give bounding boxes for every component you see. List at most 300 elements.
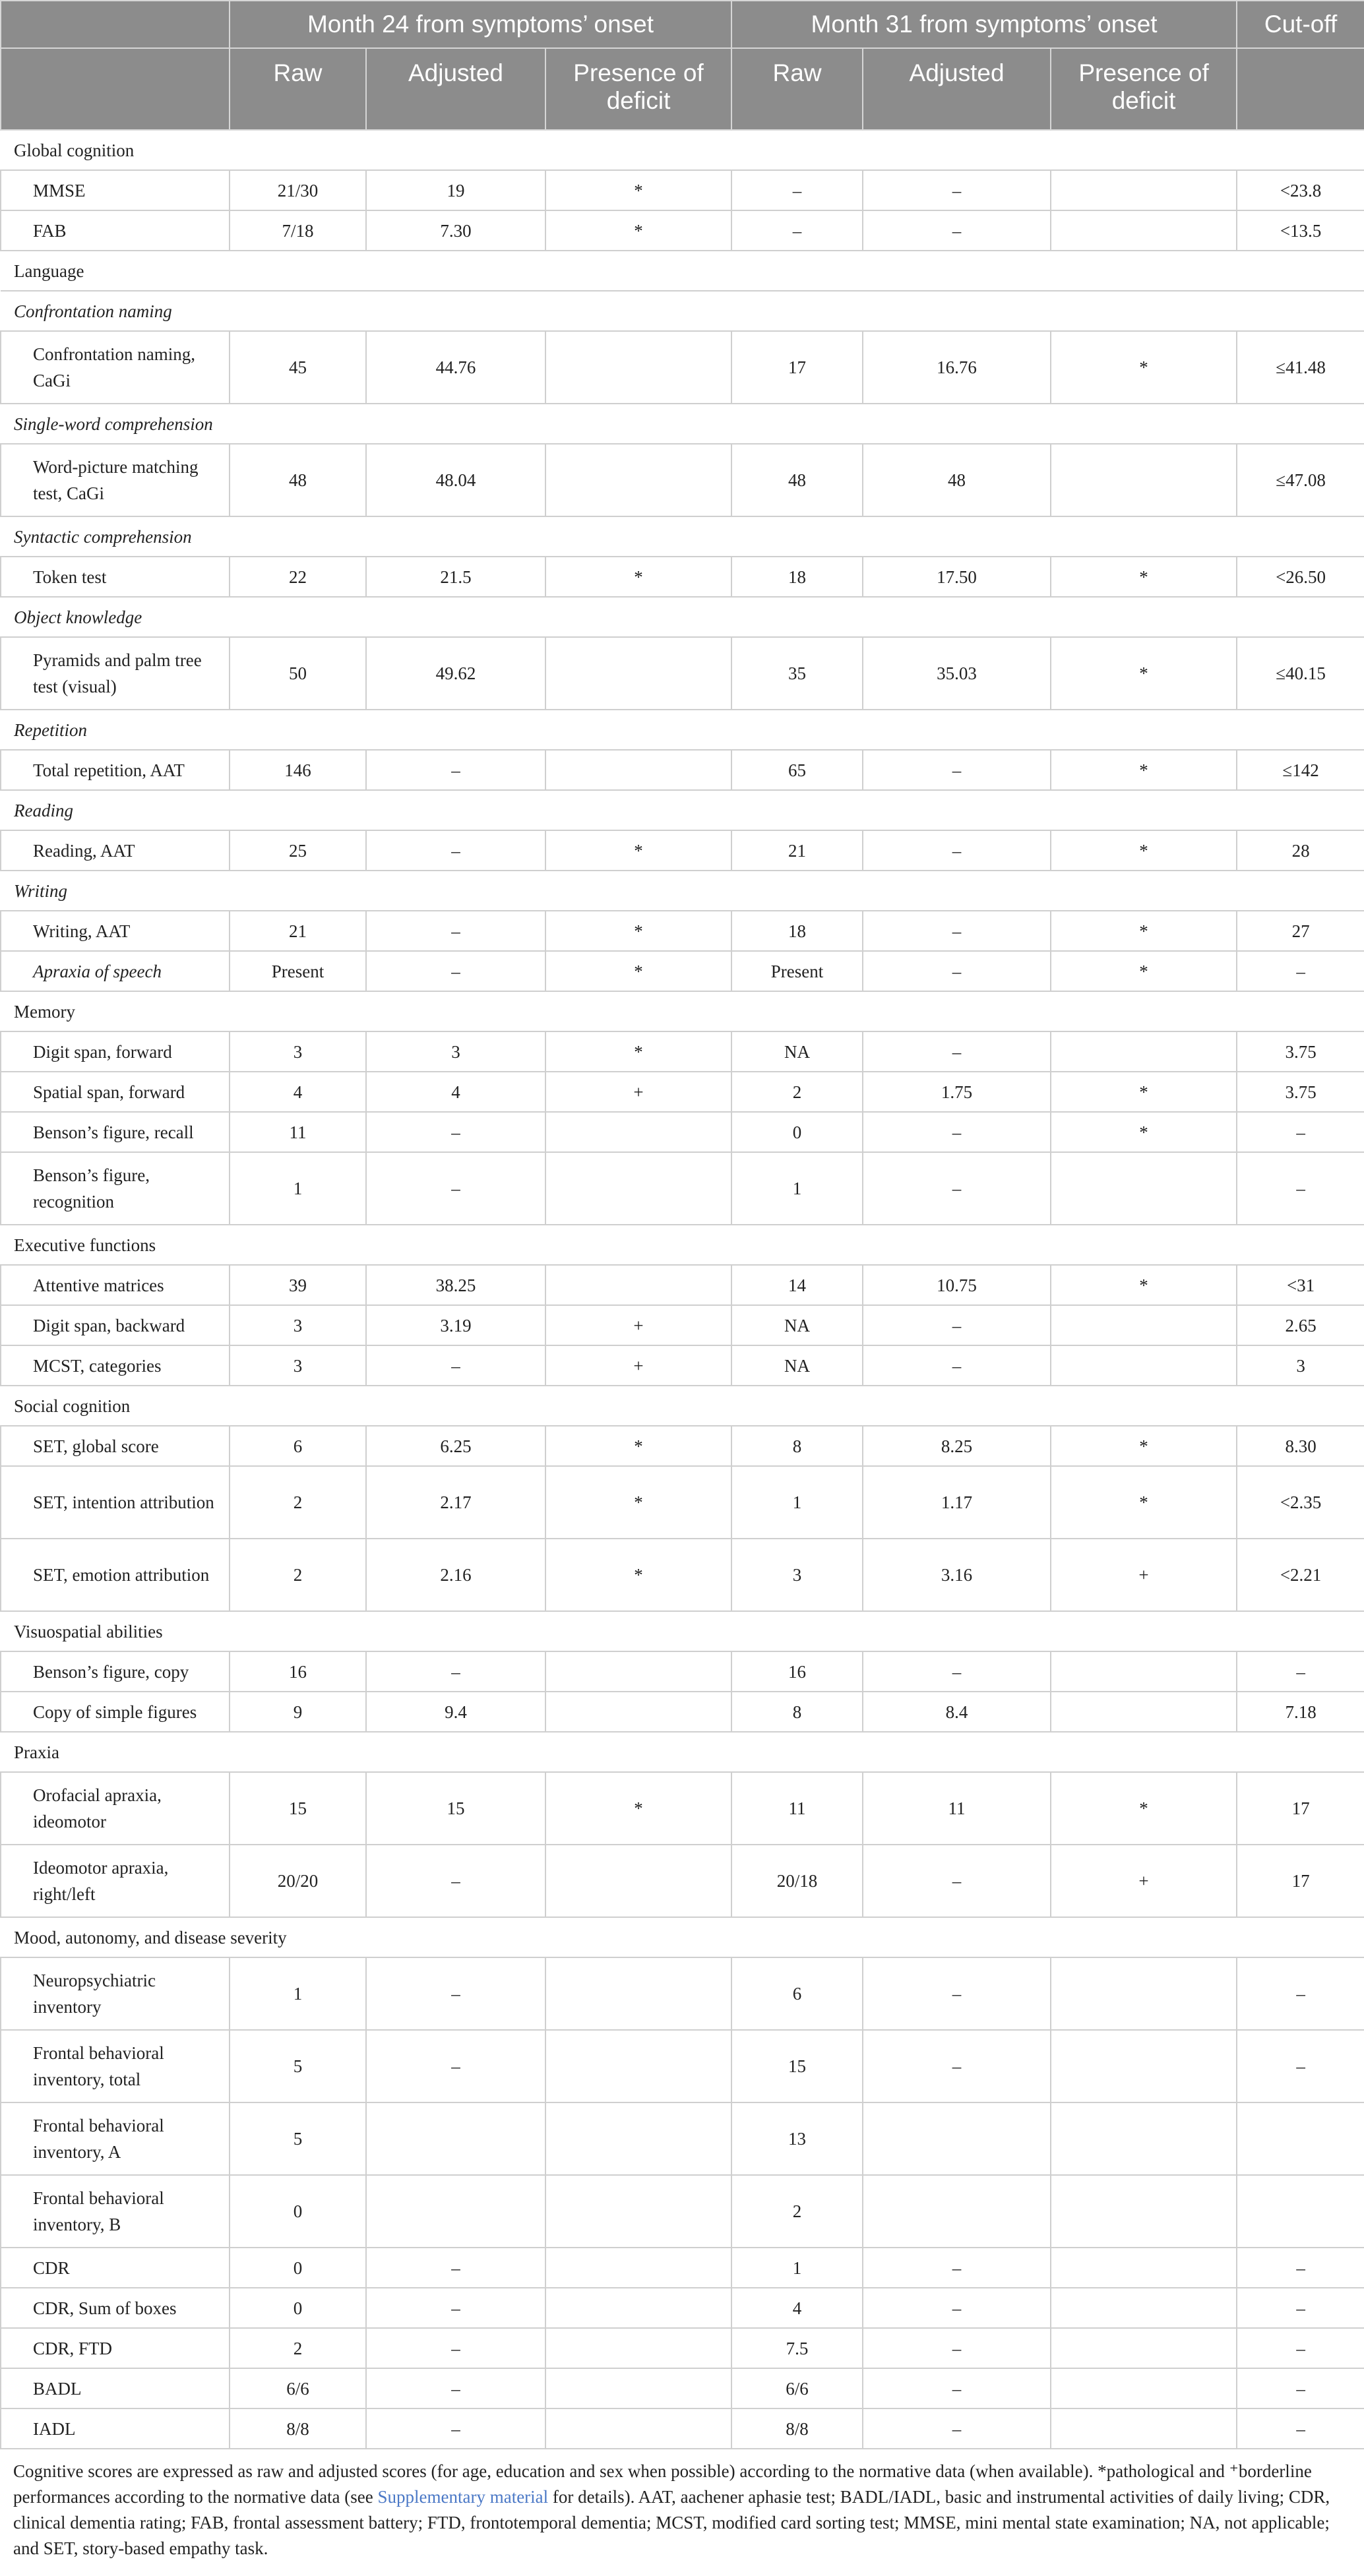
raw-31-cell: – <box>731 210 863 251</box>
table-row <box>1 1692 1364 1732</box>
deficit-24-cell: * <box>545 911 731 951</box>
raw-24-cell: 1 <box>230 1152 366 1225</box>
deficit-31-cell <box>1051 2248 1237 2288</box>
test-label-cell: Word-picture matching test, CaGi <box>1 444 230 516</box>
adjusted-31-cell: 1.75 <box>863 1072 1051 1112</box>
section-heading: Visuospatial abilities <box>1 1611 1364 1651</box>
header-raw-31: Raw <box>731 48 863 130</box>
cutoff-cell: <31 <box>1237 1265 1364 1305</box>
adjusted-24-cell: – <box>366 911 545 951</box>
adjusted-31-cell: – <box>863 2368 1051 2408</box>
cutoff-cell: 7.18 <box>1237 1692 1364 1732</box>
deficit-24-cell <box>545 1152 731 1225</box>
raw-24-cell: 0 <box>230 2288 366 2328</box>
deficit-24-cell: * <box>545 1426 731 1466</box>
deficit-24-cell <box>545 1265 731 1305</box>
section-heading: Memory <box>1 991 1364 1031</box>
adjusted-31-cell: – <box>863 911 1051 951</box>
test-label-cell: Frontal behavioral inventory, A <box>1 2102 230 2175</box>
deficit-31-cell <box>1051 2030 1237 2102</box>
adjusted-31-cell: – <box>863 1031 1051 1072</box>
cutoff-cell: – <box>1237 951 1364 991</box>
deficit-31-cell <box>1051 1152 1237 1225</box>
adjusted-24-cell: – <box>366 750 545 790</box>
table-body <box>1 130 1364 2449</box>
section-heading: Mood, autonomy, and disease severity <box>1 1917 1364 1957</box>
raw-31-cell: Present <box>731 951 863 991</box>
adjusted-31-cell: 16.76 <box>863 331 1051 404</box>
deficit-31-cell: * <box>1051 750 1237 790</box>
deficit-31-cell <box>1051 1345 1237 1386</box>
cutoff-cell: 27 <box>1237 911 1364 951</box>
deficit-24-cell <box>545 444 731 516</box>
table-header <box>1 1 1364 130</box>
adjusted-24-cell: – <box>366 1957 545 2030</box>
raw-31-cell: 15 <box>731 2030 863 2102</box>
deficit-24-cell <box>545 1957 731 2030</box>
raw-31-cell: 1 <box>731 2248 863 2288</box>
test-label-cell: SET, global score <box>1 1426 230 1466</box>
test-label-cell: FAB <box>1 210 230 251</box>
deficit-31-cell: * <box>1051 557 1237 597</box>
test-label-cell: Benson’s figure, recall <box>1 1112 230 1152</box>
raw-31-cell: 16 <box>731 1651 863 1692</box>
deficit-31-cell: * <box>1051 1772 1237 1845</box>
raw-31-cell: 21 <box>731 830 863 871</box>
raw-24-cell: 50 <box>230 637 366 710</box>
adjusted-31-cell: 1.17 <box>863 1466 1051 1539</box>
raw-24-cell: 20/20 <box>230 1845 366 1917</box>
raw-24-cell: 2 <box>230 2328 366 2368</box>
header-presence-31: Presence of deficit <box>1051 48 1237 130</box>
raw-24-cell: 0 <box>230 2248 366 2288</box>
cutoff-cell <box>1237 2102 1364 2175</box>
test-label-cell: BADL <box>1 2368 230 2408</box>
test-label-cell: Digit span, backward <box>1 1305 230 1345</box>
deficit-24-cell <box>545 2175 731 2248</box>
deficit-31-cell: * <box>1051 637 1237 710</box>
test-label-cell: Token test <box>1 557 230 597</box>
test-label-cell: Attentive matrices <box>1 1265 230 1305</box>
raw-31-cell: 3 <box>731 1539 863 1611</box>
raw-31-cell: NA <box>731 1305 863 1345</box>
deficit-24-cell: * <box>545 1539 731 1611</box>
cutoff-cell: – <box>1237 2288 1364 2328</box>
deficit-31-cell <box>1051 170 1237 210</box>
adjusted-31-cell: – <box>863 2248 1051 2288</box>
raw-24-cell: 45 <box>230 331 366 404</box>
adjusted-31-cell: – <box>863 750 1051 790</box>
adjusted-24-cell: 38.25 <box>366 1265 545 1305</box>
raw-24-cell: 9 <box>230 1692 366 1732</box>
footnote-text-after: for details). AAT, aachener aphasie test; BADL/IADL, basic and instrumental activities of daily living; CDR, clinical dementia rating; FAB, frontal assessment battery; FTD, frontotemporal dementia; MCST, modified card sorting test; MMSE, mini mental state examination; NA, not applicable; and SET, story-based empathy task. <box>13 2487 1330 2558</box>
deficit-31-cell <box>1051 2102 1237 2175</box>
raw-24-cell: 2 <box>230 1539 366 1611</box>
cutoff-cell: ≤40.15 <box>1237 637 1364 710</box>
deficit-31-cell <box>1051 2328 1237 2368</box>
deficit-24-cell <box>545 2030 731 2102</box>
cutoff-cell: – <box>1237 1651 1364 1692</box>
section-row <box>1 130 1364 170</box>
deficit-24-cell: * <box>545 1772 731 1845</box>
adjusted-24-cell <box>366 2102 545 2175</box>
deficit-24-cell <box>545 1845 731 1917</box>
raw-24-cell: Present <box>230 951 366 991</box>
deficit-31-cell: + <box>1051 1845 1237 1917</box>
cutoff-cell: <23.8 <box>1237 170 1364 210</box>
section-heading: Global cognition <box>1 130 1364 170</box>
raw-24-cell: 6/6 <box>230 2368 366 2408</box>
adjusted-31-cell <box>863 2102 1051 2175</box>
test-label-cell: MCST, categories <box>1 1345 230 1386</box>
section-heading: Executive functions <box>1 1225 1364 1265</box>
test-label-cell: Confrontation naming, CaGi <box>1 331 230 404</box>
test-label-cell: Reading, AAT <box>1 830 230 871</box>
subsection-heading: Repetition <box>1 710 1364 750</box>
adjusted-24-cell <box>366 2175 545 2248</box>
raw-31-cell: 13 <box>731 2102 863 2175</box>
table-row <box>1 444 1364 516</box>
table-row <box>1 1539 1364 1611</box>
raw-24-cell: 11 <box>230 1112 366 1152</box>
header-blank-2 <box>1 48 230 130</box>
raw-31-cell: NA <box>731 1031 863 1072</box>
table-row <box>1 637 1364 710</box>
deficit-24-cell: + <box>545 1345 731 1386</box>
raw-31-cell: 2 <box>731 1072 863 1112</box>
adjusted-31-cell: 11 <box>863 1772 1051 1845</box>
section-row <box>1 251 1364 291</box>
section-heading: Language <box>1 251 1364 291</box>
deficit-24-cell <box>545 1112 731 1152</box>
deficit-24-cell <box>545 2408 731 2449</box>
adjusted-31-cell: – <box>863 951 1051 991</box>
deficit-24-cell <box>545 1692 731 1732</box>
table-row <box>1 1957 1364 2030</box>
table-row <box>1 1845 1364 1917</box>
table-row <box>1 951 1364 991</box>
raw-24-cell: 3 <box>230 1305 366 1345</box>
cutoff-cell: 2.65 <box>1237 1305 1364 1345</box>
adjusted-31-cell: – <box>863 1345 1051 1386</box>
raw-24-cell: 3 <box>230 1031 366 1072</box>
cutoff-cell: 17 <box>1237 1772 1364 1845</box>
raw-31-cell: 18 <box>731 911 863 951</box>
subsection-row <box>1 516 1364 557</box>
adjusted-24-cell: 49.62 <box>366 637 545 710</box>
cutoff-cell: ≤142 <box>1237 750 1364 790</box>
deficit-31-cell <box>1051 2175 1237 2248</box>
table-row <box>1 2102 1364 2175</box>
raw-31-cell: 8/8 <box>731 2408 863 2449</box>
adjusted-31-cell: 8.25 <box>863 1426 1051 1466</box>
test-label-cell: SET, intention attribution <box>1 1466 230 1539</box>
subsection-heading: Single-word comprehension <box>1 404 1364 444</box>
table-row <box>1 2408 1364 2449</box>
raw-31-cell: 35 <box>731 637 863 710</box>
table-row <box>1 1466 1364 1539</box>
raw-31-cell: 2 <box>731 2175 863 2248</box>
section-row <box>1 1732 1364 1772</box>
cutoff-cell: <2.35 <box>1237 1466 1364 1539</box>
deficit-24-cell <box>545 1651 731 1692</box>
adjusted-24-cell: 44.76 <box>366 331 545 404</box>
table-row <box>1 331 1364 404</box>
table-row <box>1 1345 1364 1386</box>
test-label-cell: Apraxia of speech <box>1 951 230 991</box>
adjusted-31-cell: – <box>863 2288 1051 2328</box>
test-label-cell: Frontal behavioral inventory, B <box>1 2175 230 2248</box>
adjusted-24-cell: 3.19 <box>366 1305 545 1345</box>
raw-31-cell: – <box>731 170 863 210</box>
adjusted-31-cell: – <box>863 2408 1051 2449</box>
deficit-24-cell: + <box>545 1305 731 1345</box>
adjusted-24-cell: 9.4 <box>366 1692 545 1732</box>
deficit-24-cell <box>545 750 731 790</box>
table-row <box>1 170 1364 210</box>
test-label-cell: CDR, Sum of boxes <box>1 2288 230 2328</box>
section-row <box>1 1917 1364 1957</box>
raw-24-cell: 3 <box>230 1345 366 1386</box>
deficit-24-cell <box>545 2248 731 2288</box>
adjusted-24-cell: – <box>366 830 545 871</box>
raw-31-cell: 1 <box>731 1152 863 1225</box>
deficit-31-cell <box>1051 1031 1237 1072</box>
deficit-31-cell: * <box>1051 1426 1237 1466</box>
raw-31-cell: 17 <box>731 331 863 404</box>
raw-24-cell: 22 <box>230 557 366 597</box>
cutoff-cell: 3 <box>1237 1345 1364 1386</box>
cutoff-cell: <26.50 <box>1237 557 1364 597</box>
deficit-24-cell <box>545 331 731 404</box>
raw-31-cell: 8 <box>731 1426 863 1466</box>
header-cutoff: Cut-off <box>1237 1 1364 48</box>
adjusted-24-cell: – <box>366 2288 545 2328</box>
raw-31-cell: NA <box>731 1345 863 1386</box>
raw-24-cell: 7/18 <box>230 210 366 251</box>
deficit-24-cell: * <box>545 830 731 871</box>
raw-31-cell: 20/18 <box>731 1845 863 1917</box>
subsection-heading: Object knowledge <box>1 597 1364 637</box>
test-label-cell: Digit span, forward <box>1 1031 230 1072</box>
raw-31-cell: 18 <box>731 557 863 597</box>
deficit-24-cell <box>545 637 731 710</box>
test-label-cell: Total repetition, AAT <box>1 750 230 790</box>
raw-31-cell: 11 <box>731 1772 863 1845</box>
test-label-cell: Ideomotor apraxia, right/left <box>1 1845 230 1917</box>
section-row <box>1 991 1364 1031</box>
section-row <box>1 1611 1364 1651</box>
adjusted-31-cell: – <box>863 1152 1051 1225</box>
raw-31-cell: 8 <box>731 1692 863 1732</box>
raw-24-cell: 48 <box>230 444 366 516</box>
subsection-row <box>1 291 1364 331</box>
deficit-31-cell <box>1051 1957 1237 2030</box>
subsection-heading: Confrontation naming <box>1 291 1364 331</box>
supplementary-material-link[interactable]: Supplementary material <box>377 2487 549 2507</box>
raw-24-cell: 15 <box>230 1772 366 1845</box>
deficit-24-cell: * <box>545 1031 731 1072</box>
cutoff-cell: ≤41.48 <box>1237 331 1364 404</box>
header-blank-3 <box>1237 48 1364 130</box>
adjusted-24-cell: 7.30 <box>366 210 545 251</box>
raw-24-cell: 8/8 <box>230 2408 366 2449</box>
adjusted-24-cell: – <box>366 2030 545 2102</box>
deficit-31-cell: * <box>1051 331 1237 404</box>
test-label-cell: CDR <box>1 2248 230 2288</box>
adjusted-31-cell: 10.75 <box>863 1265 1051 1305</box>
raw-24-cell: 21 <box>230 911 366 951</box>
subsection-row <box>1 597 1364 637</box>
adjusted-24-cell: 19 <box>366 170 545 210</box>
subsection-row <box>1 790 1364 830</box>
deficit-31-cell <box>1051 2408 1237 2449</box>
raw-24-cell: 0 <box>230 2175 366 2248</box>
raw-31-cell: 48 <box>731 444 863 516</box>
test-label-cell: SET, emotion attribution <box>1 1539 230 1611</box>
deficit-31-cell <box>1051 444 1237 516</box>
cutoff-cell: <2.21 <box>1237 1539 1364 1611</box>
header-month-24: Month 24 from symptoms’ onset <box>230 1 731 48</box>
adjusted-31-cell: – <box>863 210 1051 251</box>
test-label-cell: Neuropsychiatric inventory <box>1 1957 230 2030</box>
raw-31-cell: 7.5 <box>731 2328 863 2368</box>
deficit-31-cell <box>1051 2288 1237 2328</box>
table-row <box>1 1772 1364 1845</box>
deficit-31-cell: * <box>1051 951 1237 991</box>
adjusted-24-cell: – <box>366 2328 545 2368</box>
table-row <box>1 1305 1364 1345</box>
deficit-24-cell: * <box>545 170 731 210</box>
cutoff-cell: – <box>1237 2368 1364 2408</box>
adjusted-24-cell: 4 <box>366 1072 545 1112</box>
table-row <box>1 557 1364 597</box>
subsection-heading: Reading <box>1 790 1364 830</box>
section-heading: Praxia <box>1 1732 1364 1772</box>
raw-24-cell: 39 <box>230 1265 366 1305</box>
adjusted-24-cell: 3 <box>366 1031 545 1072</box>
raw-24-cell: 25 <box>230 830 366 871</box>
table-row <box>1 1112 1364 1152</box>
adjusted-24-cell: – <box>366 951 545 991</box>
table-row <box>1 1152 1364 1225</box>
cutoff-cell: – <box>1237 2408 1364 2449</box>
deficit-31-cell: * <box>1051 911 1237 951</box>
adjusted-24-cell: 2.16 <box>366 1539 545 1611</box>
raw-24-cell: 5 <box>230 2030 366 2102</box>
adjusted-24-cell: – <box>366 1112 545 1152</box>
adjusted-24-cell: 2.17 <box>366 1466 545 1539</box>
table-row <box>1 2328 1364 2368</box>
table-row <box>1 1072 1364 1112</box>
cutoff-cell <box>1237 2175 1364 2248</box>
cutoff-cell: 3.75 <box>1237 1072 1364 1112</box>
section-heading: Social cognition <box>1 1386 1364 1426</box>
raw-31-cell: 4 <box>731 2288 863 2328</box>
adjusted-24-cell: 21.5 <box>366 557 545 597</box>
cutoff-cell: <13.5 <box>1237 210 1364 251</box>
test-label-cell: Spatial span, forward <box>1 1072 230 1112</box>
test-label-cell: CDR, FTD <box>1 2328 230 2368</box>
subsection-row <box>1 404 1364 444</box>
adjusted-24-cell: – <box>366 1345 545 1386</box>
cutoff-cell: 3.75 <box>1237 1031 1364 1072</box>
table-row <box>1 830 1364 871</box>
test-label-cell: Copy of simple figures <box>1 1692 230 1732</box>
cutoff-cell: – <box>1237 1152 1364 1225</box>
cutoff-cell: 17 <box>1237 1845 1364 1917</box>
deficit-31-cell <box>1051 1651 1237 1692</box>
table-row <box>1 2288 1364 2328</box>
deficit-24-cell: + <box>545 1072 731 1112</box>
table-row <box>1 1265 1364 1305</box>
deficit-24-cell <box>545 2288 731 2328</box>
table-row <box>1 1031 1364 1072</box>
subsection-row <box>1 710 1364 750</box>
header-blank <box>1 1 230 48</box>
subsection-heading: Syntactic comprehension <box>1 516 1364 557</box>
subsection-row <box>1 871 1364 911</box>
deficit-24-cell <box>545 2368 731 2408</box>
deficit-31-cell: * <box>1051 1112 1237 1152</box>
adjusted-31-cell: – <box>863 170 1051 210</box>
raw-31-cell: 6/6 <box>731 2368 863 2408</box>
table-row <box>1 2248 1364 2288</box>
adjusted-24-cell: – <box>366 2248 545 2288</box>
table-row <box>1 210 1364 251</box>
deficit-31-cell: * <box>1051 830 1237 871</box>
test-label-cell: Orofacial apraxia, ideomotor <box>1 1772 230 1845</box>
table-row <box>1 2030 1364 2102</box>
adjusted-31-cell: – <box>863 1305 1051 1345</box>
adjusted-31-cell: – <box>863 2328 1051 2368</box>
header-presence-24: Presence of deficit <box>545 48 731 130</box>
test-label-cell: IADL <box>1 2408 230 2449</box>
deficit-24-cell: * <box>545 210 731 251</box>
test-label-cell: MMSE <box>1 170 230 210</box>
cutoff-cell: – <box>1237 1112 1364 1152</box>
adjusted-31-cell <box>863 2175 1051 2248</box>
raw-24-cell: 1 <box>230 1957 366 2030</box>
deficit-31-cell: * <box>1051 1265 1237 1305</box>
adjusted-24-cell: 6.25 <box>366 1426 545 1466</box>
deficit-31-cell <box>1051 1692 1237 1732</box>
table-row <box>1 2175 1364 2248</box>
adjusted-24-cell: 48.04 <box>366 444 545 516</box>
deficit-31-cell: * <box>1051 1072 1237 1112</box>
section-row <box>1 1225 1364 1265</box>
adjusted-24-cell: – <box>366 1152 545 1225</box>
deficit-24-cell <box>545 2102 731 2175</box>
cutoff-cell: – <box>1237 2328 1364 2368</box>
deficit-31-cell <box>1051 2368 1237 2408</box>
raw-24-cell: 5 <box>230 2102 366 2175</box>
footnote-text-before: Cognitive scores are expressed as raw and adjusted scores (for age, education and sex when possible) according to the normative data (when available). *pathological and ⁺borderline performances according to the normative data (see <box>13 2461 1312 2507</box>
deficit-24-cell: * <box>545 1466 731 1539</box>
adjusted-31-cell: 3.16 <box>863 1539 1051 1611</box>
adjusted-31-cell: 48 <box>863 444 1051 516</box>
cutoff-cell: – <box>1237 2248 1364 2288</box>
table-row <box>1 1651 1364 1692</box>
test-label-cell: Frontal behavioral inventory, total <box>1 2030 230 2102</box>
test-label-cell: Benson’s figure, recognition <box>1 1152 230 1225</box>
test-label-cell: Pyramids and palm tree test (visual) <box>1 637 230 710</box>
table-row <box>1 1426 1364 1466</box>
adjusted-31-cell: 17.50 <box>863 557 1051 597</box>
section-row <box>1 1386 1364 1426</box>
deficit-24-cell <box>545 2328 731 2368</box>
adjusted-24-cell: – <box>366 1651 545 1692</box>
